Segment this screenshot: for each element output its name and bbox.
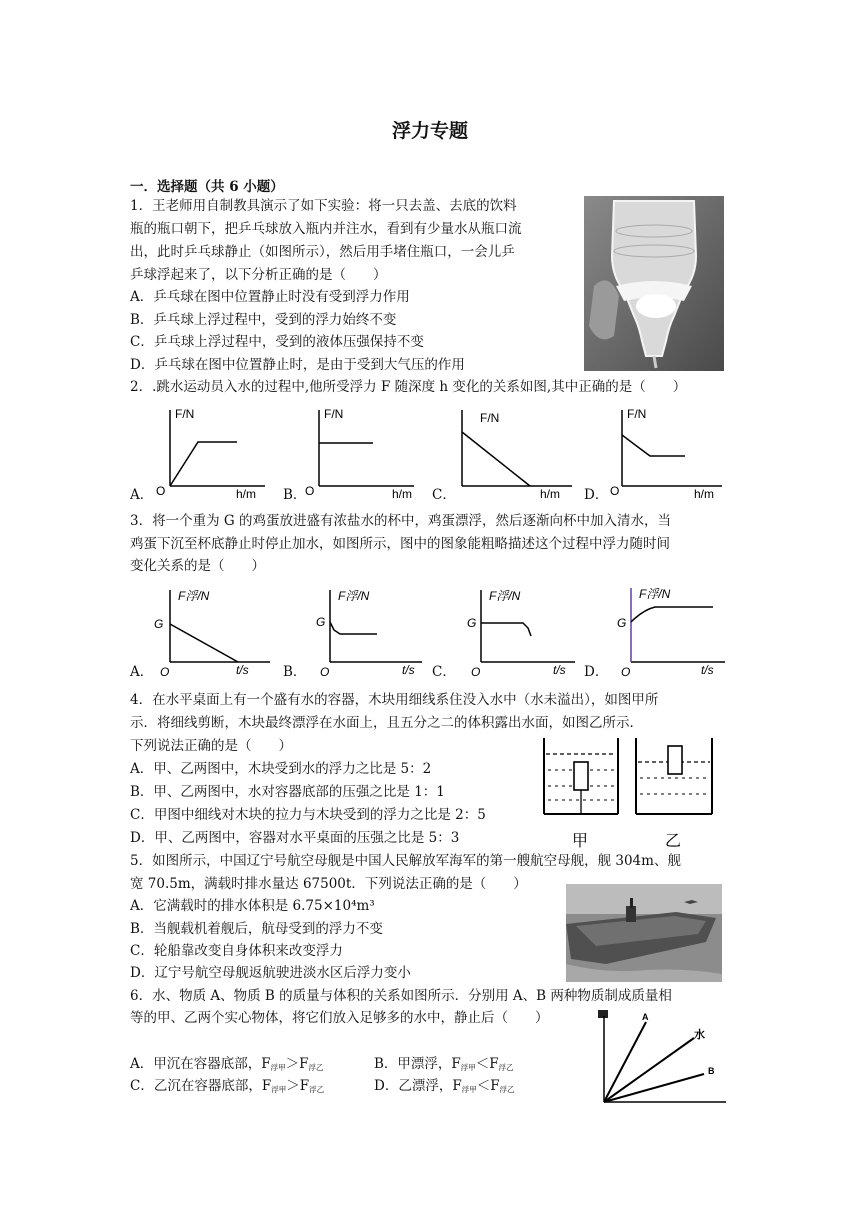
q2-letter-b: B． [283,487,307,503]
q3b-ylabel: F浮/N [338,589,370,603]
q5-line-2: 宽 70.5m，满载时排水量达 67500t．下列说法正确的是（ ） [130,876,527,892]
q2b-ylabel: F/N [324,407,344,421]
label-jia: 甲 [572,833,589,850]
q6-option-d: D．乙漂浮，$F_{浮甲}<F_{浮乙}$ [374,1078,515,1094]
q3a-ylabel: F浮/N [178,589,210,603]
q2d-xlabel: h/m [694,487,715,501]
q2d-origin: O [610,484,620,498]
q1-line-2: 瓶的瓶口朝下，把乒乓球放入瓶内并注水，看到有少量水从瓶口流 [130,221,522,237]
q3-line-3: 变化关系的是（ ） [130,558,265,574]
q2-graph-b [299,402,419,502]
q4-line-3: 下列说法正确的是（ ） [130,738,292,754]
q3a-g: G [154,617,164,631]
q3d-g: G [617,616,627,630]
q6-mass-volume-graph [594,1008,734,1108]
q4-option-a: A．甲、乙两图中，木块受到水的浮力之比是 5：2 [130,761,432,777]
q4-option-b: B．甲、乙两图中，水对容器底部的压强之比是 1：1 [130,784,445,800]
q2-graph-c [450,402,580,502]
q3c-xlabel: t/s [553,663,566,677]
q3c-ylabel: F浮/N [489,589,521,603]
q3-graph-c [455,582,580,682]
q4-option-c: C．甲图中细线对木块的拉力与木块受到的浮力之比是 2：5 [130,807,486,823]
q1-line-4: 乒球浮起来了，以下分析正确的是（ ） [130,267,387,283]
q2c-ylabel: F/N [480,411,500,425]
q3c-origin: O [471,665,481,679]
q2a-ylabel: F/N [175,407,195,421]
q2b-origin: O [305,484,315,498]
section-heading: 一．选择题（共 6 小题） [130,179,284,195]
q3b-g: G [316,615,326,629]
bottle-photo [584,196,724,371]
graph-label-b: B [708,1066,715,1076]
q6-line-2: 等的甲、乙两个实心物体，将它们放入足够多的水中，静止后（ ） [130,1010,549,1026]
q3-letter-d: D． [584,664,609,680]
q3-graph-a [150,582,275,682]
q5-option-a: A．它满载时的排水体积是 6.75×10⁴m³ [130,898,375,914]
q1-line-3: 出，此时乒乓球静止（如图所示），然后用手堵住瓶口，一会儿乒 [130,244,515,260]
q3c-g: G [467,616,477,630]
q3b-xlabel: t/s [402,663,415,677]
label-yi: 乙 [665,833,682,850]
q3-letter-c: C． [432,664,456,680]
q2a-xlabel: h/m [236,487,257,501]
q3-letter-b: B． [283,664,307,680]
q5-line-1: 5．如图所示，中国辽宁号航空母舰是中国人民解放军海军的第一艘航空母舰，舰 304m、舰 [130,853,681,869]
q4-containers-figure [540,738,720,850]
q4-line-1: 4．在水平桌面上有一个盛有水的容器，木块用细线系住没入水中（水未溢出），如图甲所 [130,692,659,708]
q3d-ylabel: F浮/N [639,587,671,601]
q2-graph-a [150,402,270,502]
q2b-xlabel: h/m [392,487,413,501]
q3-line-2: 鸡蛋下沉至杯底静止时停止加水，如图所示，图中的图象能粗略描述这个过程中浮力随时间 [130,536,670,552]
q3b-origin: O [320,665,330,679]
q1-option-a: A．乒乓球在图中位置静止时没有受到浮力作用 [130,289,410,305]
q2-stem: 2．.跳水运动员入水的过程中,他所受浮力 F 随深度 h 变化的关系如图,其中正确的是（ ） [130,379,687,395]
q6-line-1: 6．水、物质 A、物质 B 的质量与体积的关系如图所示．分别用 A、B 两种物质制成质量相 [130,988,672,1004]
page-title: 浮力专题 [391,120,468,142]
graph-label-water: 水 [694,1029,705,1041]
q2d-ylabel: F/N [627,407,647,421]
q2-letter-a: A． [130,487,154,503]
q3-graph-b [302,582,427,682]
q3a-xlabel: t/s [236,663,249,677]
q1-option-d: D．乒乓球在图中位置静止时，是由于受到大气压的作用 [130,357,465,373]
graph-label-a: A [642,1012,649,1022]
q1-line-1: 1．王老师用自制教具演示了如下实验：将一只去盖、去底的饮料 [130,198,517,214]
aircraft-carrier-photo [566,884,722,982]
q1-option-b: B．乒乓球上浮过程中，受到的浮力始终不变 [130,312,397,328]
q3-graph-d [605,582,730,682]
q1-option-c: C．乒乓球上浮过程中，受到的液体压强保持不变 [130,334,424,350]
q5-option-d: D．辽宁号航空母舰返航驶进淡水区后浮力变小 [130,965,411,981]
q3a-origin: O [160,665,170,679]
q6-option-b: B．甲漂浮，$F_{浮甲}<F_{浮乙}$ [374,1056,514,1072]
q4-option-d: D．甲、乙两图中，容器对水平桌面的压强之比是 5：3 [130,830,460,846]
container-yi [636,738,712,814]
q5-option-c: C．轮船靠改变自身体积来改变浮力 [130,943,343,959]
q2-graph-d [602,402,727,502]
q3d-origin: O [621,665,631,679]
q3-letter-a: A． [130,664,154,680]
q2a-origin: O [156,484,166,498]
q4-line-2: 示．将细线剪断，木块最终漂浮在水面上，且五分之二的体积露出水面，如图乙所示． [130,715,643,731]
q6-option-c: C．乙沉在容器底部，$F_{浮甲}>F_{浮乙}$ [130,1078,325,1094]
container-jia [544,738,618,814]
q6-option-a: A．甲沉在容器底部，$F_{浮甲}>F_{浮乙}$ [130,1056,324,1072]
q3d-xlabel: t/s [701,663,714,677]
q5-option-b: B．当舰载机着舰后，航母受到的浮力不变 [130,921,383,937]
q2c-xlabel: h/m [540,487,561,501]
q3-line-1: 3．将一个重为 G 的鸡蛋放进盛有浓盐水的杯中，鸡蛋漂浮，然后逐渐向杯中加入清水，当 [130,513,671,529]
q2-letter-c: C． [432,487,456,503]
q2-letter-d: D． [584,487,609,503]
